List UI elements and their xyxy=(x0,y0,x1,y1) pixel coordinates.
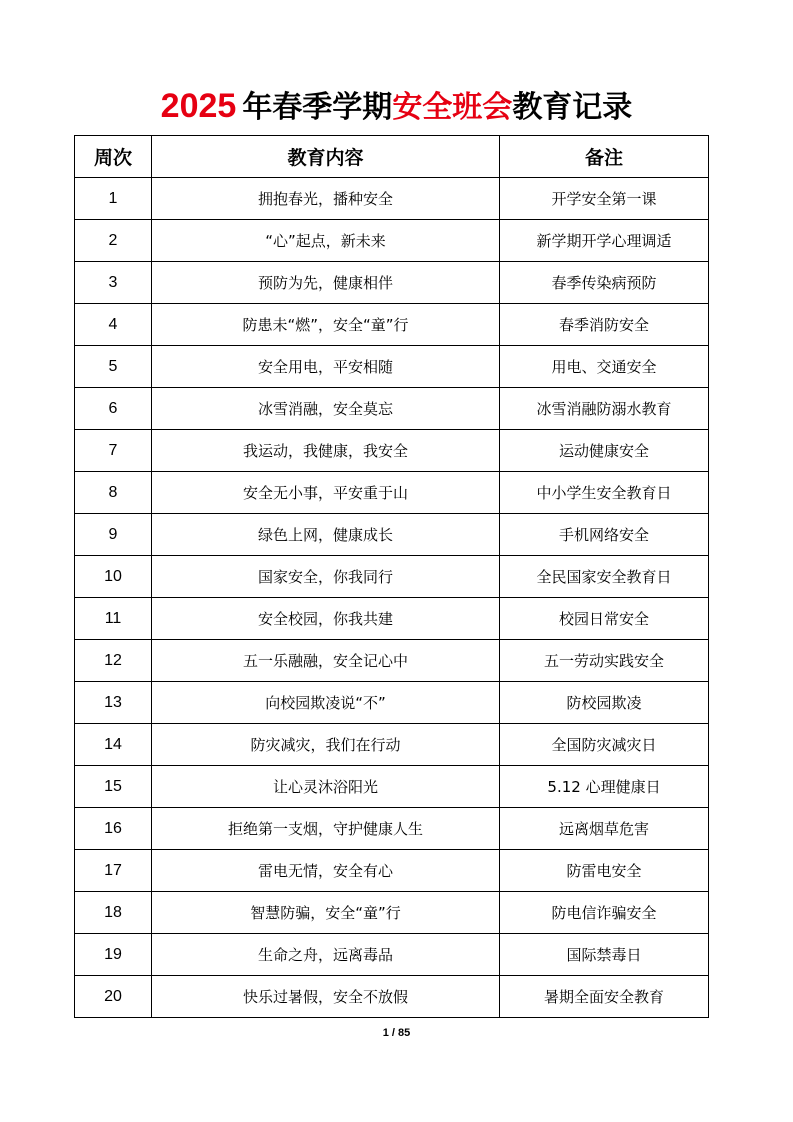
cell-content: 防灾减灾，我们在行动 xyxy=(152,724,500,766)
table-row xyxy=(75,178,709,220)
title-part2: 教育记录 xyxy=(512,90,633,125)
table-row xyxy=(75,766,709,808)
cell-remarks: 开学安全第一课 xyxy=(500,178,709,220)
cell-content: 生命之舟，远离毒品 xyxy=(152,934,500,976)
table-row xyxy=(75,388,709,430)
cell-remarks: 全国防灾减灾日 xyxy=(500,724,709,766)
cell-remarks: 5.12 心理健康日 xyxy=(500,766,709,808)
cell-content: 拒绝第一支烟，守护健康人生 xyxy=(152,808,500,850)
cell-week: 5 xyxy=(75,346,152,388)
header-remarks: 备注 xyxy=(500,136,709,178)
cell-content: 安全校园，你我共建 xyxy=(152,598,500,640)
cell-week: 17 xyxy=(75,850,152,892)
table-row xyxy=(75,640,709,682)
cell-remarks: 防雷电安全 xyxy=(500,850,709,892)
table-row xyxy=(75,220,709,262)
education-record-table xyxy=(74,135,709,1018)
cell-remarks: 春季消防安全 xyxy=(500,304,709,346)
table-row xyxy=(75,934,709,976)
cell-week: 6 xyxy=(75,388,152,430)
cell-remarks: 运动健康安全 xyxy=(500,430,709,472)
cell-week: 16 xyxy=(75,808,152,850)
cell-remarks: 中小学生安全教育日 xyxy=(500,472,709,514)
cell-remarks: 手机网络安全 xyxy=(500,514,709,556)
cell-content: 安全用电，平安相随 xyxy=(152,346,500,388)
table-row xyxy=(75,850,709,892)
table-row xyxy=(75,262,709,304)
cell-content: 五一乐融融，安全记心中 xyxy=(152,640,500,682)
header-content: 教育内容 xyxy=(152,136,500,178)
table-row xyxy=(75,514,709,556)
cell-remarks: 新学期开学心理调适 xyxy=(500,220,709,262)
table-row xyxy=(75,430,709,472)
cell-remarks: 国际禁毒日 xyxy=(500,934,709,976)
cell-remarks: 校园日常安全 xyxy=(500,598,709,640)
cell-content: 让心灵沐浴阳光 xyxy=(152,766,500,808)
cell-remarks: 暑期全面安全教育 xyxy=(500,976,709,1018)
cell-content: 绿色上网，健康成长 xyxy=(152,514,500,556)
table-row xyxy=(75,346,709,388)
table-row xyxy=(75,976,709,1018)
title-part1: 年春季学期 xyxy=(242,90,393,125)
cell-week: 12 xyxy=(75,640,152,682)
cell-week: 11 xyxy=(75,598,152,640)
table-row xyxy=(75,682,709,724)
cell-remarks: 春季传染病预防 xyxy=(500,262,709,304)
cell-week: 15 xyxy=(75,766,152,808)
cell-week: 4 xyxy=(75,304,152,346)
cell-week: 14 xyxy=(75,724,152,766)
cell-week: 19 xyxy=(75,934,152,976)
page-number: 1 / 85 xyxy=(382,1027,411,1039)
cell-content: 国家安全，你我同行 xyxy=(152,556,500,598)
table-row xyxy=(75,892,709,934)
cell-content: 预防为先，健康相伴 xyxy=(152,262,500,304)
cell-content: 安全无小事，平安重于山 xyxy=(152,472,500,514)
table-header-row xyxy=(75,136,709,178)
cell-content: 冰雪消融，安全莫忘 xyxy=(152,388,500,430)
cell-content: 智慧防骗，安全“童”行 xyxy=(152,892,500,934)
cell-content: 我运动，我健康，我安全 xyxy=(152,430,500,472)
cell-remarks: 防电信诈骗安全 xyxy=(500,892,709,934)
cell-remarks: 防校园欺凌 xyxy=(500,682,709,724)
title-year: 2025 xyxy=(160,87,237,125)
cell-week: 20 xyxy=(75,976,152,1018)
cell-remarks: 用电、交通安全 xyxy=(500,346,709,388)
title-highlight: 安全班会 xyxy=(392,90,513,125)
table-row xyxy=(75,598,709,640)
cell-week: 10 xyxy=(75,556,152,598)
cell-remarks: 全民国家安全教育日 xyxy=(500,556,709,598)
table-row xyxy=(75,472,709,514)
cell-content: 防患未“燃”，安全“童”行 xyxy=(152,304,500,346)
cell-remarks: 远离烟草危害 xyxy=(500,808,709,850)
table-row xyxy=(75,808,709,850)
table-row xyxy=(75,304,709,346)
cell-remarks: 五一劳动实践安全 xyxy=(500,640,709,682)
table-row xyxy=(75,724,709,766)
cell-week: 3 xyxy=(75,262,152,304)
cell-remarks: 冰雪消融防溺水教育 xyxy=(500,388,709,430)
cell-content: 快乐过暑假，安全不放假 xyxy=(152,976,500,1018)
cell-content: “心”起点，新未来 xyxy=(152,220,500,262)
header-week: 周次 xyxy=(75,136,152,178)
cell-week: 8 xyxy=(75,472,152,514)
cell-content: 雷电无情，安全有心 xyxy=(152,850,500,892)
cell-content: 拥抱春光，播种安全 xyxy=(152,178,500,220)
cell-week: 7 xyxy=(75,430,152,472)
cell-week: 2 xyxy=(75,220,152,262)
document-title xyxy=(0,82,793,126)
cell-week: 1 xyxy=(75,178,152,220)
table-row xyxy=(75,556,709,598)
cell-week: 9 xyxy=(75,514,152,556)
cell-week: 13 xyxy=(75,682,152,724)
cell-content: 向校园欺凌说“不” xyxy=(152,682,500,724)
cell-week: 18 xyxy=(75,892,152,934)
